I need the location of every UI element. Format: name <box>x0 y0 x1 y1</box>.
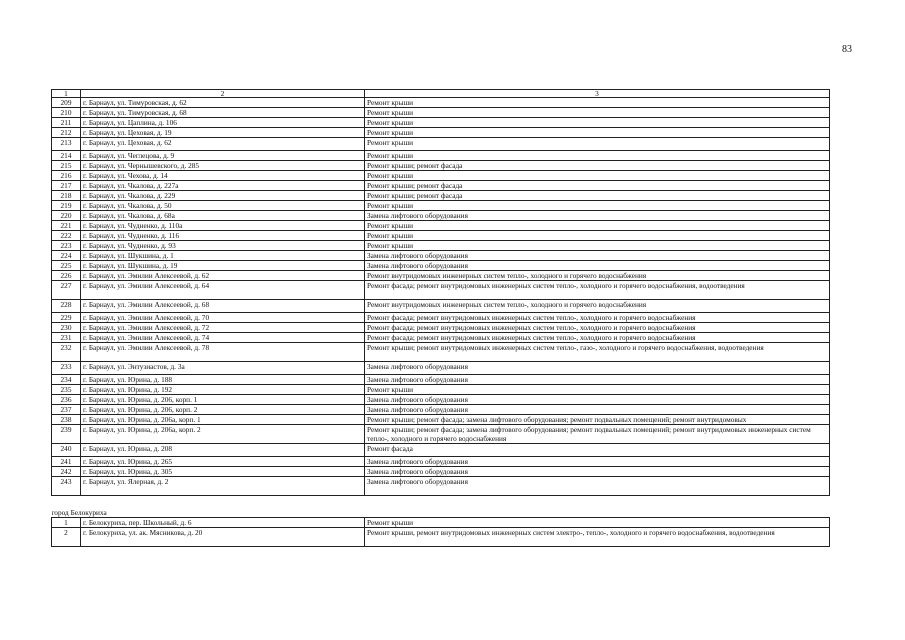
row-number: 231 <box>52 333 81 343</box>
row-address: г. Барнаул, ул. Юрина, д. 206а, корп. 2 <box>81 425 365 444</box>
row-number: 238 <box>52 415 81 425</box>
table-row <box>52 362 830 375</box>
row-works: Замена лифтового оборудования <box>365 405 830 415</box>
row-works: Ремонт крыши, ремонт внутридомовых инженерных систем электро-, тепло-, холодного и горячего водоснабжения, водоотведения <box>365 528 830 547</box>
row-number: 219 <box>52 201 81 211</box>
row-number: 223 <box>52 241 81 251</box>
row-number: 237 <box>52 405 81 415</box>
row-address: г. Барнаул, ул. Эмилии Алексеевой, д. 72 <box>81 323 365 333</box>
row-number: 209 <box>52 98 81 108</box>
column-header-works: 3 <box>365 90 830 98</box>
row-number: 240 <box>52 444 81 457</box>
table-row <box>52 201 830 211</box>
row-address: г. Барнаул, ул. Эмилии Алексеевой, д. 62 <box>81 271 365 281</box>
row-address: г. Барнаул, ул. Шукшина, д. 19 <box>81 261 365 271</box>
table-row <box>52 151 830 161</box>
row-address: г. Барнаул, ул. Цеховая, д. 19 <box>81 128 365 138</box>
row-works: Замена лифтового оборудования <box>365 261 830 271</box>
table-row <box>52 385 830 395</box>
column-header-address: 2 <box>81 90 365 98</box>
row-address: г. Барнаул, ул. Чернышевского, д. 285 <box>81 161 365 171</box>
table-row <box>52 191 830 201</box>
table-row <box>52 343 830 362</box>
row-works: Ремонт крыши <box>365 231 830 241</box>
row-number: 234 <box>52 375 81 385</box>
row-number: 226 <box>52 271 81 281</box>
row-address: г. Барнаул, ул. Цеховая, д. 62 <box>81 138 365 151</box>
row-number: 232 <box>52 343 81 362</box>
row-works: Ремонт крыши <box>365 241 830 251</box>
table-row <box>52 161 830 171</box>
row-address: г. Барнаул, ул. Чкалова, д. 68а <box>81 211 365 221</box>
row-address: г. Барнаул, ул. Тимуровская, д. 68 <box>81 108 365 118</box>
table-row <box>52 128 830 138</box>
row-address: г. Барнаул, ул. Чехова, д. 14 <box>81 171 365 181</box>
row-works: Ремонт крыши; ремонт фасада; замена лифтового оборудования; ремонт подвальных помещений; ремонт внутридомовых инженерных систем тепло-, холодного и горячего водоснабжения <box>365 425 830 444</box>
row-works: Замена лифтового оборудования <box>365 467 830 477</box>
row-number: 229 <box>52 313 81 323</box>
row-address: г. Барнаул, ул. Юрина, д. 192 <box>81 385 365 395</box>
row-address: г. Белокуриха, ул. ак. Мясникова, д. 20 <box>81 528 365 547</box>
row-address: г. Барнаул, ул. Чкалова, д. 227а <box>81 181 365 191</box>
row-address: г. Барнаул, ул. Шукшина, д. 1 <box>81 251 365 261</box>
section-title: город Белокуриха <box>52 496 830 518</box>
row-number: 233 <box>52 362 81 375</box>
row-address: г. Барнаул, ул. Юрина, д. 206, корп. 1 <box>81 395 365 405</box>
row-number: 211 <box>52 118 81 128</box>
table-row <box>52 415 830 425</box>
row-address: г. Барнаул, ул. Юрина, д. 208 <box>81 444 365 457</box>
row-number: 241 <box>52 457 81 467</box>
row-works: Замена лифтового оборудования <box>365 211 830 221</box>
row-number: 216 <box>52 171 81 181</box>
table-row <box>52 261 830 271</box>
row-number: 230 <box>52 323 81 333</box>
row-number: 218 <box>52 191 81 201</box>
row-number: 215 <box>52 161 81 171</box>
table-row <box>52 395 830 405</box>
row-number: 228 <box>52 300 81 313</box>
table-row <box>52 444 830 457</box>
row-works: Ремонт крыши; ремонт фасада; замена лифтового оборудования; ремонт подвальных помещений; ремонт внутридомовых <box>365 415 830 425</box>
row-address: г. Барнаул, ул. Тимуровская, д. 62 <box>81 98 365 108</box>
row-works: Ремонт крыши <box>365 108 830 118</box>
row-number: 222 <box>52 231 81 241</box>
row-works: Замена лифтового оборудования <box>365 362 830 375</box>
table-row <box>52 171 830 181</box>
table-row <box>52 323 830 333</box>
row-number: 220 <box>52 211 81 221</box>
row-number: 2 <box>52 528 81 547</box>
table-row <box>52 467 830 477</box>
row-number: 224 <box>52 251 81 261</box>
row-works: Замена лифтового оборудования <box>365 395 830 405</box>
row-works: Ремонт крыши <box>365 128 830 138</box>
table-row <box>52 333 830 343</box>
row-number: 213 <box>52 138 81 151</box>
row-works: Ремонт крыши; ремонт внутридомовых инженерных систем тепло-, газо-, холодного и горячего водоснабжения, водоотведения <box>365 343 830 362</box>
column-header-number: 1 <box>52 90 81 98</box>
row-address: г. Барнаул, ул. Юрина, д. 206а, корп. 1 <box>81 415 365 425</box>
row-works: Ремонт крыши; ремонт фасада <box>365 191 830 201</box>
row-works: Ремонт крыши <box>365 98 830 108</box>
row-address: г. Барнаул, ул. Энтузиастов, д. 3а <box>81 362 365 375</box>
row-address: г. Барнаул, ул. Эмилии Алексеевой, д. 64 <box>81 281 365 300</box>
row-works: Ремонт крыши <box>365 518 830 528</box>
table-row <box>52 211 830 221</box>
table-row <box>52 118 830 128</box>
row-works: Ремонт крыши <box>365 151 830 161</box>
row-address: г. Барнаул, ул. Юрина, д. 265 <box>81 457 365 467</box>
table-row <box>52 518 830 528</box>
row-number: 214 <box>52 151 81 161</box>
row-works: Ремонт крыши <box>365 118 830 128</box>
row-number: 239 <box>52 425 81 444</box>
row-number: 242 <box>52 467 81 477</box>
page-number: 83 <box>842 44 852 55</box>
table-row <box>52 138 830 151</box>
row-address: г. Барнаул, ул. Чкалова, д. 50 <box>81 201 365 211</box>
row-number: 227 <box>52 281 81 300</box>
table-row <box>52 375 830 385</box>
row-address: г. Барнаул, ул. Юрина, д. 305 <box>81 467 365 477</box>
row-address: г. Барнаул, ул. Чеглецова, д. 9 <box>81 151 365 161</box>
table-row <box>52 98 830 108</box>
row-works: Ремонт крыши; ремонт фасада <box>365 181 830 191</box>
row-works: Замена лифтового оборудования <box>365 251 830 261</box>
row-address: г. Барнаул, ул. Эмилии Алексеевой, д. 78 <box>81 343 365 362</box>
row-number: 1 <box>52 518 81 528</box>
row-works: Ремонт крыши <box>365 385 830 395</box>
row-works: Ремонт фасада; ремонт внутридомовых инженерных систем тепло-, холодного и горячего водоснабжения, водоотведения <box>365 281 830 300</box>
row-works: Ремонт фасада; ремонт внутридомовых инженерных систем тепло-, холодного и горячего водоснабжения <box>365 313 830 323</box>
row-address: г. Барнаул, ул. Юрина, д. 206, корп. 2 <box>81 405 365 415</box>
row-address: г. Барнаул, ул. Юрина, д. 188 <box>81 375 365 385</box>
row-address: г. Барнаул, ул. Чудненко, д. 116 <box>81 231 365 241</box>
table-row <box>52 528 830 547</box>
row-address: г. Барнаул, ул. Эмилии Алексеевой, д. 70 <box>81 313 365 323</box>
table-row <box>52 251 830 261</box>
row-address: г. Барнаул, ул. Ялерная, д. 2 <box>81 477 365 496</box>
table-row <box>52 221 830 231</box>
table-row <box>52 477 830 496</box>
row-works: Замена лифтового оборудования <box>365 477 830 496</box>
row-works: Ремонт фасада; ремонт внутридомовых инженерных систем тепло-, холодного и горячего водоснабжения <box>365 323 830 333</box>
table-header-row <box>52 90 830 98</box>
table-row <box>52 457 830 467</box>
row-address: г. Барнаул, ул. Эмилии Алексеевой, д. 74 <box>81 333 365 343</box>
row-number: 225 <box>52 261 81 271</box>
row-works: Ремонт крыши; ремонт фасада <box>365 161 830 171</box>
table-row <box>52 271 830 281</box>
repair-registry-table <box>51 89 830 547</box>
row-number: 210 <box>52 108 81 118</box>
row-number: 236 <box>52 395 81 405</box>
section-header-row <box>52 496 830 518</box>
row-works: Ремонт внутридомовых инженерных систем тепло-, холодного и горячего водоснабжения <box>365 300 830 313</box>
row-works: Ремонт крыши <box>365 221 830 231</box>
row-address: г. Барнаул, ул. Цаплина, д. 106 <box>81 118 365 128</box>
table-row <box>52 405 830 415</box>
row-number: 221 <box>52 221 81 231</box>
row-works: Ремонт фасада <box>365 444 830 457</box>
row-number: 217 <box>52 181 81 191</box>
row-works: Замена лифтового оборудования <box>365 457 830 467</box>
row-address: г. Барнаул, ул. Чудненко, д. 110а <box>81 221 365 231</box>
table-row <box>52 425 830 444</box>
table-row <box>52 231 830 241</box>
table-row <box>52 181 830 191</box>
table-row <box>52 313 830 323</box>
row-works: Ремонт крыши <box>365 201 830 211</box>
row-address: г. Барнаул, ул. Эмилии Алексеевой, д. 68 <box>81 300 365 313</box>
row-works: Ремонт внутридомовых инженерных систем тепло-, холодного и горячего водоснабжения <box>365 271 830 281</box>
row-number: 243 <box>52 477 81 496</box>
table-row <box>52 108 830 118</box>
table-row <box>52 241 830 251</box>
row-works: Ремонт крыши <box>365 138 830 151</box>
row-works: Ремонт фасада; ремонт внутридомовых инженерных систем тепло-, холодного и горячего водоснабжения <box>365 333 830 343</box>
row-number: 235 <box>52 385 81 395</box>
table-row <box>52 281 830 300</box>
row-address: г. Белокуриха, пер. Школьный, д. 6 <box>81 518 365 528</box>
table-body <box>52 90 830 547</box>
table-row <box>52 300 830 313</box>
row-address: г. Барнаул, ул. Чудненко, д. 93 <box>81 241 365 251</box>
row-works: Ремонт крыши <box>365 171 830 181</box>
row-works: Замена лифтового оборудования <box>365 375 830 385</box>
row-address: г. Барнаул, ул. Чкалова, д. 229 <box>81 191 365 201</box>
row-number: 212 <box>52 128 81 138</box>
